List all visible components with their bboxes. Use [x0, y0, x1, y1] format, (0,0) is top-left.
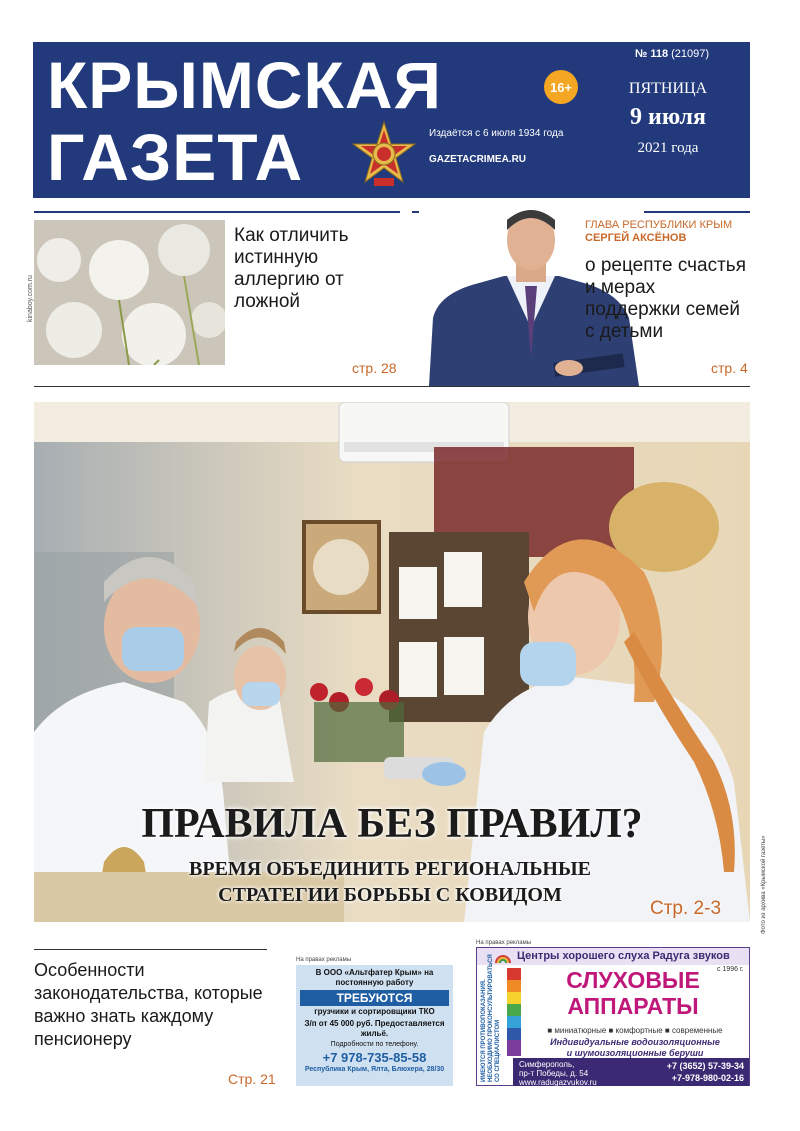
jobs-ad-salary: З/п от 45 000 руб. Предоставляется жильё. [304, 1019, 445, 1038]
order-star-emblem-icon [349, 120, 419, 192]
paper-title-line1: КРЫМСКАЯ [47, 48, 442, 122]
issue-weekday: ПЯТНИЦА [628, 80, 708, 97]
hearing-ad-desc2: и шумоизоляционные беруши [566, 1048, 704, 1058]
jobs-ad-phone[interactable]: +7 978-735-85-58 [322, 1050, 427, 1065]
allergy-teaser-text[interactable]: Как отличить истинную аллергию от ложной [234, 225, 349, 312]
hearing-ad-street: пр-т Победы, д. 54 [519, 1069, 589, 1078]
website-link[interactable]: GAZETACRIMEA.RU [429, 154, 527, 165]
age-rating-badge: 16+ [544, 70, 578, 104]
hearing-ad-heading: Центры хорошего слуха Радуга звуков [517, 950, 730, 962]
paper-title-line2: ГАЗЕТА [47, 120, 304, 194]
teaser-person-name: СЕРГЕЙ АКСЁНОВ [585, 232, 687, 244]
issue-number [635, 48, 709, 60]
hearing-ad-phones [667, 1060, 744, 1084]
teaser-kicker: ГЛАВА РЕСПУБЛИКИ КРЫМ [585, 219, 733, 231]
jobs-ad[interactable] [296, 965, 453, 1086]
teaser-left-rule [34, 211, 400, 213]
founded-note: Издаётся с 6 июля 1934 года [429, 128, 564, 139]
hearing-ad-footer [513, 1058, 749, 1086]
jobs-ad-positions: грузчики и сортировщики ТКО [314, 1007, 435, 1016]
jobs-ad-label: На правах рекламы [296, 957, 352, 963]
rainbow-bars-icon [507, 968, 521, 1056]
aksyonov-page-ref[interactable]: стр. 4 [711, 360, 748, 376]
issue-date: 9 июля [629, 104, 707, 130]
masthead [33, 42, 750, 198]
hearing-ad-desc [525, 1037, 745, 1059]
hearing-ad[interactable] [476, 947, 750, 1086]
section-divider [34, 386, 750, 387]
dandelion-photo[interactable] [34, 220, 225, 365]
issue-year: 2021 года [637, 140, 699, 156]
aksyonov-teaser-text[interactable]: о рецепте счастья и мерах поддержки семей с детьми [585, 255, 746, 342]
jobs-ad-address: Республика Крым, Ялта, Блюхера, 28/30 [304, 1066, 445, 1073]
issue-number-value: № 118 [635, 48, 669, 60]
bottom-story-rule [34, 949, 267, 950]
left-photo-credit: kinaboy.com.ru [27, 275, 34, 322]
main-page-ref[interactable]: Стр. 2-3 [650, 898, 722, 919]
allergy-page-ref[interactable]: стр. 28 [352, 360, 397, 376]
pension-teaser-text[interactable]: Особенности законодательства, которые важно знать каждому пенсионеру [34, 960, 263, 1049]
hearing-ad-address [519, 1060, 597, 1087]
hearing-ad-phone1[interactable]: +7 (3652) 57-39-34 [666, 1061, 744, 1071]
main-headline[interactable]: ПРАВИЛА БЕЗ ПРАВИЛ? [141, 801, 643, 847]
main-photo-credit: Фото из архива «Крымской газеты» [761, 835, 767, 934]
hearing-ad-since: с 1996 г. [717, 966, 744, 973]
jobs-ad-intro: В ООО «Альтфатер Крым» на постоянную работу [315, 968, 434, 987]
hearing-ad-features: ■ миниатюрные ■ комфортные ■ современные [547, 1026, 723, 1035]
hearing-ad-warning: ИМЕЮТСЯ ПРОТИВОПОКАЗАНИЯ. НЕОБХОДИМО ПРОКОНСУЛЬТИРОВАТЬСЯ СО СПЕЦИАЛИСТОМ [481, 954, 501, 1082]
hearing-ad-phone2[interactable]: +7-978-980-02-16 [671, 1073, 744, 1083]
dandelion-image [34, 220, 225, 365]
issue-total: (21097) [671, 48, 710, 60]
hearing-ad-label: На правах рекламы [476, 940, 532, 946]
jobs-ad-details: Подробности по телефону. [330, 1041, 419, 1048]
jobs-ad-band: ТРЕБУЮТСЯ [300, 990, 449, 1006]
hearing-ad-big2: АППАРАТЫ [567, 993, 699, 1019]
hearing-ad-desc1: Индивидуальные водоизоляционные [550, 1037, 720, 1047]
pension-page-ref[interactable]: Стр. 21 [228, 1071, 276, 1087]
hearing-ad-site[interactable]: www.radugazvukov.ru [519, 1078, 597, 1087]
hearing-ad-big1: СЛУХОВЫЕ [566, 967, 700, 993]
main-subhead: ВРЕМЯ ОБЪЕДИНИТЬ РЕГИОНАЛЬНЫЕ СТРАТЕГИИ БОРЬБЫ С КОВИДОМ [189, 858, 591, 906]
hearing-ad-city: Симферополь, [519, 1060, 575, 1069]
